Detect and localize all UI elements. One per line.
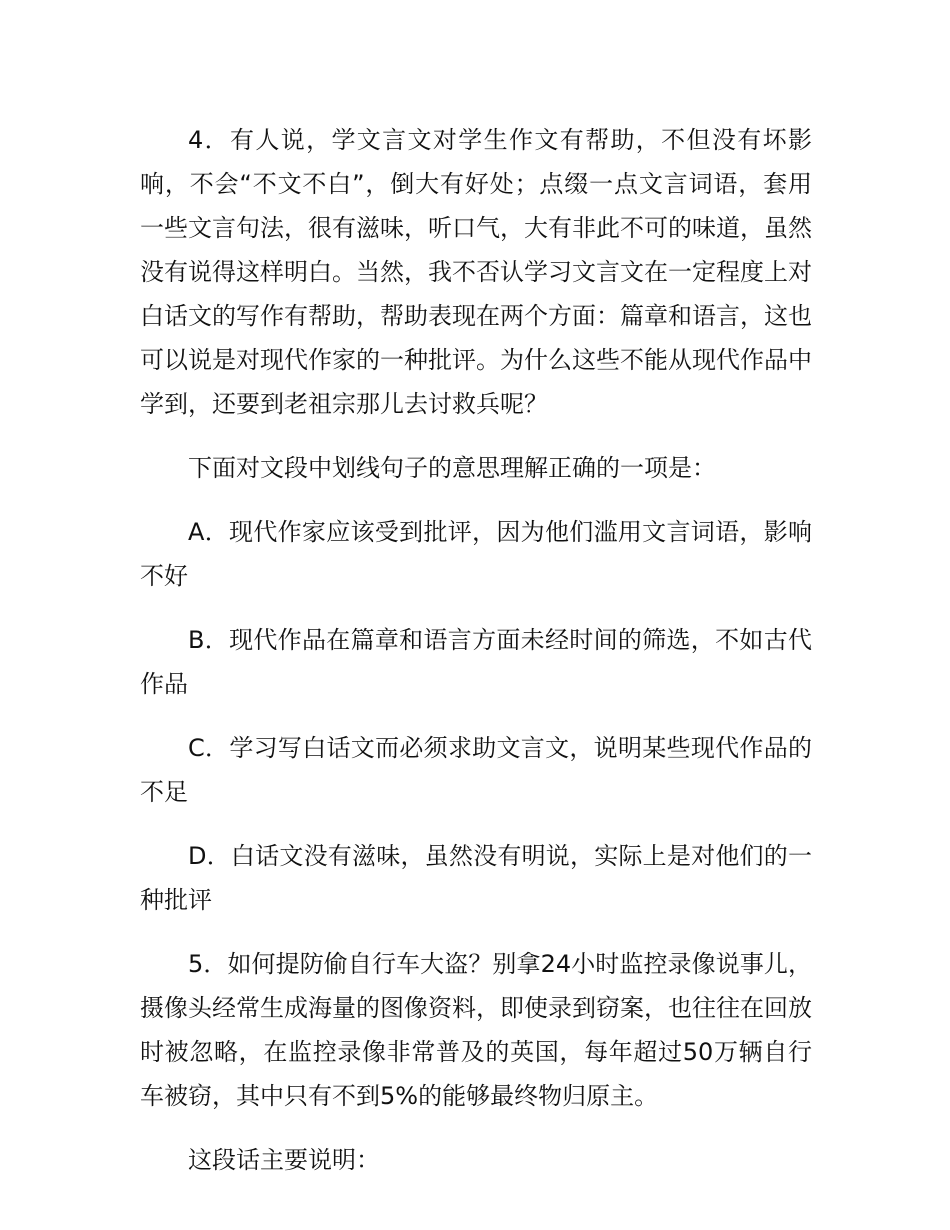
document-body [140, 118, 812, 1202]
question-4-option-a: A．现代作家应该受到批评，因为他们滥用文言词语，影响不好 [140, 518, 812, 590]
question-4-option-b: B．现代作品在篇章和语言方面未经时间的筛选，不如古代作品 [140, 626, 812, 698]
question-5-prompt: 这段话主要说明： [188, 1146, 380, 1174]
question-4-option-d: D．白话文没有滋味，虽然没有明说，实际上是对他们的一种批评 [140, 842, 812, 914]
question-4-passage: 4．有人说，学文言文对学生作文有帮助，不但没有坏影响，不会“不文不白”，倒大有好处；点缀一点文言词语，套用一些文言句法，很有滋味，听口气，大有非此不可的味道，虽然没有说得这样明白。当然，我不否认学习文言文在一定程度上对白话文的写作有帮助，帮助表现在两个方面：篇章和语言，这也可以说是对现代作家的一种批评。为什么这些不能从现代作品中学到，还要到老祖宗那儿去讨救兵呢？ [140, 126, 812, 418]
question-4-prompt: 下面对文段中划线句子的意思理解正确的一项是： [188, 454, 716, 482]
question-5-passage: 5．如何提防偷自行车大盗？别拿24小时监控录像说事儿，摄像头经常生成海量的图像资料，即使录到窃案，也往往在回放时被忽略，在监控录像非常普及的英国，每年超过50万辆自行车被窃，其中只有不到5%的能够最终物归原主。 [140, 950, 812, 1110]
question-4-option-c: C．学习写白话文而必须求助文言文，说明某些现代作品的不足 [140, 734, 812, 806]
